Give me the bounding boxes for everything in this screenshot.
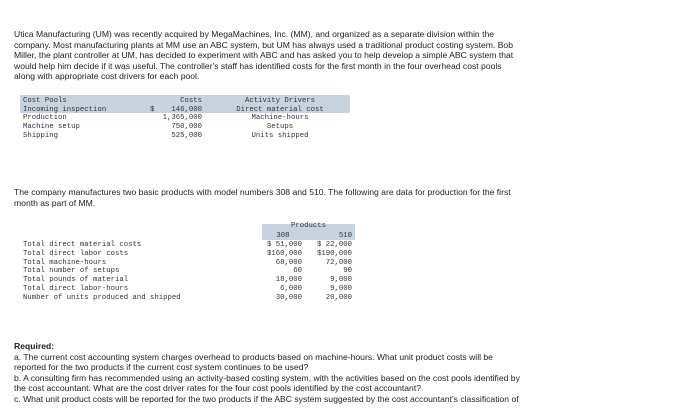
activity-driver: Direct material cost: [236, 105, 324, 114]
header-products: Products: [290, 222, 327, 230]
cost-pool-names: [23, 97, 106, 141]
row-label: Total number of setups: [23, 267, 120, 276]
activity-driver: Units shipped: [251, 131, 309, 140]
row-label: Total direct labor costs: [23, 249, 129, 258]
header-cost-pools: Cost Pools: [23, 97, 67, 105]
middle-line: The company manufactures two basic products with model numbers 308 and 510. The following are data for production for the first: [14, 187, 511, 197]
intro-line: would help him decide if it was useful. The controller's staff has identified costs for the first month in the four overhead cost pools: [14, 60, 502, 71]
cost-value: 146,000: [171, 105, 202, 114]
cost-value: 750,000: [171, 123, 202, 132]
activity-driver: Machine-hours: [251, 114, 309, 123]
cost-pool-name: Incoming inspection: [23, 105, 107, 114]
value-510: 90: [343, 267, 352, 276]
value-308: $ 51,000: [266, 241, 302, 249]
values-308: [250, 241, 302, 303]
cost-value: 1,365,000: [162, 114, 202, 123]
row-label: Total direct material costs: [23, 241, 142, 249]
intro-paragraph: [14, 29, 684, 82]
required-line: c. What unit product costs will be reported for the two products if the ABC system suggested by the cost accountant's classification of: [14, 393, 519, 404]
required-line: a. The current cost accounting system charges overhead to products based on machine-hours. What unit product costs will be: [14, 351, 493, 362]
value-510: $ 22,000: [316, 241, 352, 249]
value-308: 68,000: [275, 258, 302, 267]
value-510: $190,000: [316, 249, 352, 258]
header-costs: Costs: [180, 97, 202, 105]
value-510: 72,000: [325, 258, 352, 267]
product-row-labels: [23, 241, 181, 303]
value-308: 30,000: [275, 293, 302, 302]
cost-pool-name: Shipping: [23, 131, 59, 140]
header-col-308: 308: [276, 232, 290, 240]
activity-drivers: [225, 97, 335, 141]
header-activity-drivers: Activity Drivers: [244, 97, 316, 105]
cost-pool-name: Production: [23, 114, 67, 123]
header-col-510: 510: [338, 232, 352, 240]
intro-line: Utica Manufacturing (UM) was recently acquired by MegaMachines, Inc. (MM), and organized as a separate division within the: [14, 29, 495, 39]
intro-line: along with appropriate cost drivers for each pool.: [14, 71, 200, 81]
value-308: 18,000: [275, 276, 302, 285]
required-line: the cost accountant. What are the cost driver rates for the four cost pools identified by the cost accountant?: [14, 383, 421, 393]
required-line: reported for the two products if the current cost system continues to be used?: [14, 362, 309, 372]
cost-pools-table: [20, 95, 350, 150]
middle-paragraph: [14, 187, 684, 208]
intro-line: company. Most manufacturing plants at MM use an ABC system, but UM has always used a traditional product costing system. Bob: [14, 39, 513, 50]
row-label: Number of units produced and shipped: [23, 293, 181, 302]
value-308: $160,000: [266, 249, 302, 258]
row-label: Total machine-hours: [23, 258, 107, 267]
required-section: [14, 341, 684, 404]
value-308: 6,000: [280, 284, 302, 293]
middle-line: month as part of MM.: [14, 197, 96, 208]
cost-pool-name: Machine setup: [23, 123, 80, 132]
values-510: [302, 241, 352, 303]
value-308: 60: [293, 267, 302, 276]
cost-value: 525,000: [171, 131, 202, 140]
dollar-sign: $: [150, 105, 155, 114]
row-label: Total pounds of material: [23, 276, 129, 285]
intro-line: Miller, the plant controller at UM, has decided to experiment with ABC and has asked you to help develop a simple ABC system that: [14, 50, 514, 60]
required-line: b. A consulting firm has recommended using an activity-based costing system, with the activities based on the cost pools identified by: [14, 372, 520, 383]
required-heading: Required:: [14, 341, 55, 351]
value-510: 20,000: [325, 293, 352, 302]
products-table: [20, 224, 350, 314]
value-510: 9,000: [330, 284, 352, 293]
row-label: Total direct labor-hours: [23, 284, 129, 293]
value-510: 9,000: [330, 276, 352, 285]
activity-driver: Setups: [266, 123, 294, 132]
cost-values: [160, 97, 202, 141]
